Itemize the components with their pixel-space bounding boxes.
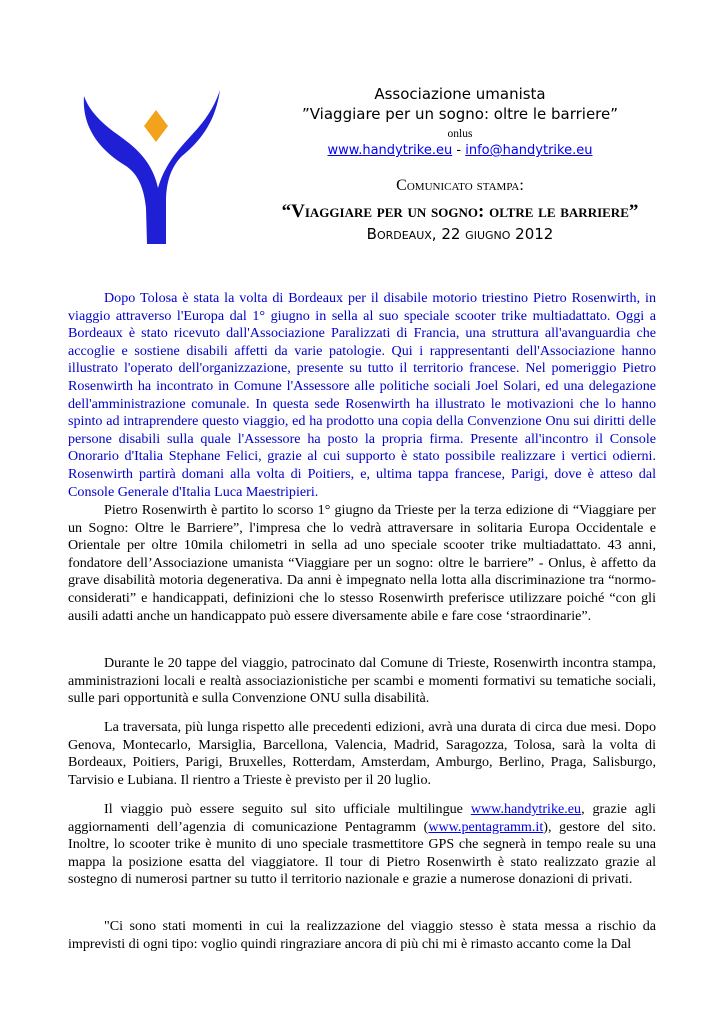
paragraph-3-text: Durante le 20 tappe del viaggio, patrocinato dal Comune di Trieste, Rosenwirth incontra stampa, amministrazioni locali e realtà associazionistiche per scambi e momenti formativi su tematiche sociali, sulle pari opportunità e sulla Convenzione ONU sulla disabilità. <box>68 655 656 707</box>
paragraph-6 <box>68 918 656 953</box>
paragraph-6-text: "Ci sono stati momenti in cui la realizzazione del viaggio stesso è stata messa a rischio da imprevisti di ogni tipo: voglio quindi ringraziare ancora di più chi mi è rimasto accanto come la Dal <box>68 918 656 952</box>
paragraph-5 <box>68 801 656 889</box>
paragraph-1-text: Dopo Tolosa è stata la volta di Bordeaux per il disabile motorio triestino Pietro Rosenwirth, in viaggio attraverso l'Europa dal 1° giugno in sella al suo speciale scooter trike multiadattato. Oggi a Bordeaux è stato ricevuto dall'Associazione Paralizzati di Francia, una struttura all'avanguardia che accoglie e sostiene disabili affetti da varie patologie. Qui i rappresentanti dell'Associazione hanno illustrato l'operato dell'organizzazione, presente su tutto il territorio francese. Nel pomeriggio Pietro Rosenwirth ha incontrato in Comune l'Assessore alle politiche sociali Joel Solari, ed una delegazione dell'amministrazione comunale. In questa sede Rosenwirth ha illustrato le motivazioni che lo hanno spinto ad intraprendere questo viaggio, ed ha prodotto una copia della Convenzione Onu sui diritti delle persone disabili sulla quale l'Assessore ha posto la propria firma. Presente all'incontro il Console Onorario d'Italia Stephane Felici, grazie al cui supporto è stato possibile realizzare i vertici odierni. Rosenwirth partirà domani alla volta di Poitiers, e, ultima tappa francese, Parigi, dove è atteso dal Console Generale d'Italia Luca Maestripieri. <box>68 290 656 500</box>
logo-right-wing <box>158 90 220 244</box>
association-logo <box>74 84 230 246</box>
logo-orange-diamond <box>144 110 168 142</box>
contact-links <box>230 142 690 160</box>
paragraph-1 <box>68 290 656 501</box>
link-separator: - <box>456 143 462 158</box>
paragraph-3 <box>68 655 656 708</box>
paragraph-2 <box>68 502 656 625</box>
dateline: Bordeaux, 22 giugno 2012 <box>366 225 554 243</box>
handytrike-link[interactable]: www.handytrike.eu <box>470 801 582 817</box>
paragraph-2-text: Pietro Rosenwirth è partito lo scorso 1° giugno da Trieste per la terza edizione di “Viaggiare per un Sogno: Oltre le Barriere”, l'impresa che lo vedrà attraversare in solitaria Europa Occidentale e Orientale per oltre 10mila chilometri in sella ad uno speciale scooter trike multiadattato. 43 anni, fondatore dell’Associazione umanista “Viaggiare per un sogno: oltre le barriere” - Onlus, è affetto da grave disabilità motoria degenerativa. Da anni è impegnato nella lotta alla discriminazione tra “normo-considerati” e handicappati, definizioni che lo stesso Rosenwirth preferisce utilizzare poiché “con gli ausili adatti anche un handicappato può essere diversamente abile e fare cose ‘straordinarie”. <box>68 502 656 624</box>
press-release-title: “Viaggiare per un sogno: oltre le barriere” <box>281 201 639 222</box>
logo-left-wing <box>84 96 158 244</box>
press-release-label: Comunicato stampa: <box>396 177 524 194</box>
organization-name: Associazione umanista <box>374 85 546 103</box>
pentagramm-link[interactable]: www.pentagramm.it <box>428 818 544 835</box>
email-link[interactable]: info@handytrike.eu <box>465 143 593 158</box>
paragraph-5-part-3: ), gestore del sito. Inoltre, lo scooter trike è munito di uno speciale trasmettitore GPS che segnerà in tempo reale su una mappa la posizione esatta del viaggiatore. Il tour di Pietro Rosenwirth è stato realizzato grazie al sostegno di numerosi partner su tutto il territorio nazionale e grazie a numerose donazioni di privati. <box>68 818 656 888</box>
paragraph-5-part-2: , grazie agli aggiornamenti dell’agenzia di comunicazione Pentagramm ( <box>68 801 656 835</box>
paragraph-4 <box>68 719 656 789</box>
website-link[interactable]: www.handytrike.eu <box>327 143 453 158</box>
paragraph-5-text <box>68 801 656 889</box>
onlus-label: onlus <box>447 128 473 140</box>
paragraph-4-text: La traversata, più lunga rispetto alle precedenti edizioni, avrà una durata di circa due mesi. Dopo Genova, Montecarlo, Marsiglia, Barcellona, Valencia, Madrid, Saragozza, Tolosa, sarà la volta di Bordeaux, Poitiers, Parigi, Bruxelles, Rotterdam, Amsterdam, Amburgo, Berlino, Praga, Salisburgo, Tarvisio e Lubiana. Il rientro a Trieste è previsto per il 20 luglio. <box>68 719 656 788</box>
organization-slogan: ”Viaggiare per un sogno: oltre le barriere” <box>301 105 619 123</box>
paragraph-5-part-1: Il viaggio può essere seguito sul sito ufficiale multilingue <box>104 801 471 817</box>
